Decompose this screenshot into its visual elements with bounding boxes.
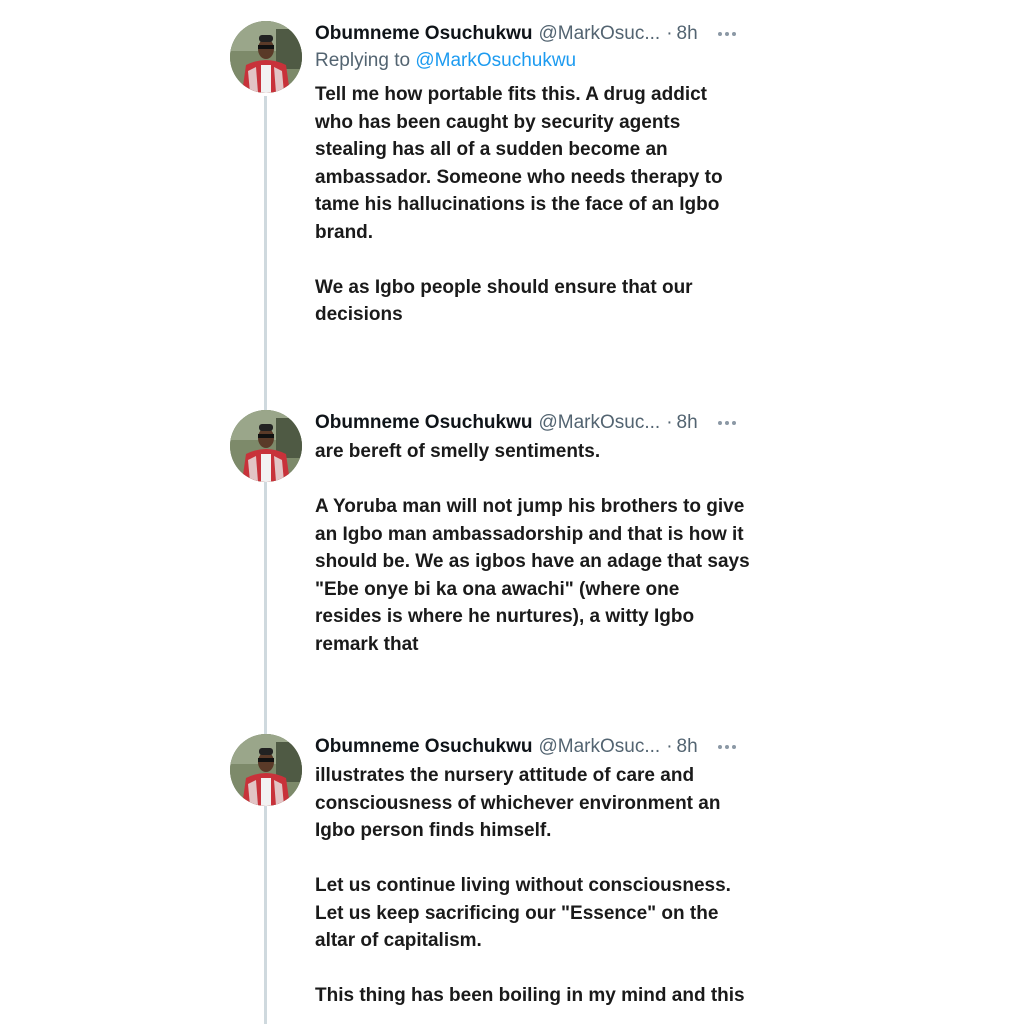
- tweet-body: [315, 21, 805, 329]
- author-handle[interactable]: @MarkOsuc...: [538, 23, 661, 44]
- thread-connector-line: [264, 96, 267, 1024]
- tweet-text: are bereft of smelly sentiments. A Yoruba man will not jump his brothers to give an Igbo man ambassadorship and that is how it should be. We as igbos have an adage that says "Ebe onye bi ka ona awachi" (where one resides is where he nurtures), a witty Igbo remark that: [315, 441, 750, 655]
- timestamp[interactable]: 8h: [676, 412, 698, 433]
- tweet-header: [315, 734, 805, 760]
- avatar[interactable]: [230, 410, 302, 482]
- avatar-photo-icon: [230, 410, 302, 482]
- timestamp[interactable]: 8h: [676, 23, 698, 44]
- timestamp[interactable]: 8h: [676, 736, 698, 757]
- more-horizontal-icon[interactable]: [718, 32, 736, 36]
- author-name[interactable]: Obumneme Osuchukwu: [315, 736, 533, 757]
- avatar-photo-icon: [230, 734, 302, 806]
- avatar[interactable]: [230, 21, 302, 93]
- tweet-header: [315, 410, 805, 436]
- tweet-body: [315, 734, 805, 1010]
- reply-mention-link[interactable]: @MarkOsuchukwu: [415, 50, 577, 71]
- author-handle[interactable]: @MarkOsuc...: [538, 736, 661, 757]
- tweet-text: illustrates the nursery attitude of care and consciousness of whichever environment an Igbo person finds himself. Let us continue living without consciousness. Let us keep sacrificing our "Essence" on the altar of capitalism. This thing has been boiling in my mind and this: [315, 765, 745, 1006]
- more-horizontal-icon[interactable]: [718, 745, 736, 749]
- replying-to: [315, 47, 805, 75]
- separator: ·: [666, 412, 673, 433]
- separator: ·: [666, 23, 673, 44]
- separator: ·: [666, 736, 673, 757]
- replying-to-label: Replying to: [315, 50, 411, 71]
- more-horizontal-icon[interactable]: [718, 421, 736, 425]
- tweet-text: Tell me how portable fits this. A drug addict who has been caught by security agents stealing has all of a sudden become an ambassador. Someone who needs therapy to tame his hallucinations is the face of an Igbo brand. We as Igbo people should ensure that our decisions: [315, 84, 723, 325]
- avatar[interactable]: [230, 734, 302, 806]
- tweet-body: [315, 410, 805, 658]
- author-name[interactable]: Obumneme Osuchukwu: [315, 412, 533, 433]
- author-handle[interactable]: @MarkOsuc...: [538, 412, 661, 433]
- avatar-photo-icon: [230, 21, 302, 93]
- tweet-header: [315, 21, 805, 47]
- author-name[interactable]: Obumneme Osuchukwu: [315, 23, 533, 44]
